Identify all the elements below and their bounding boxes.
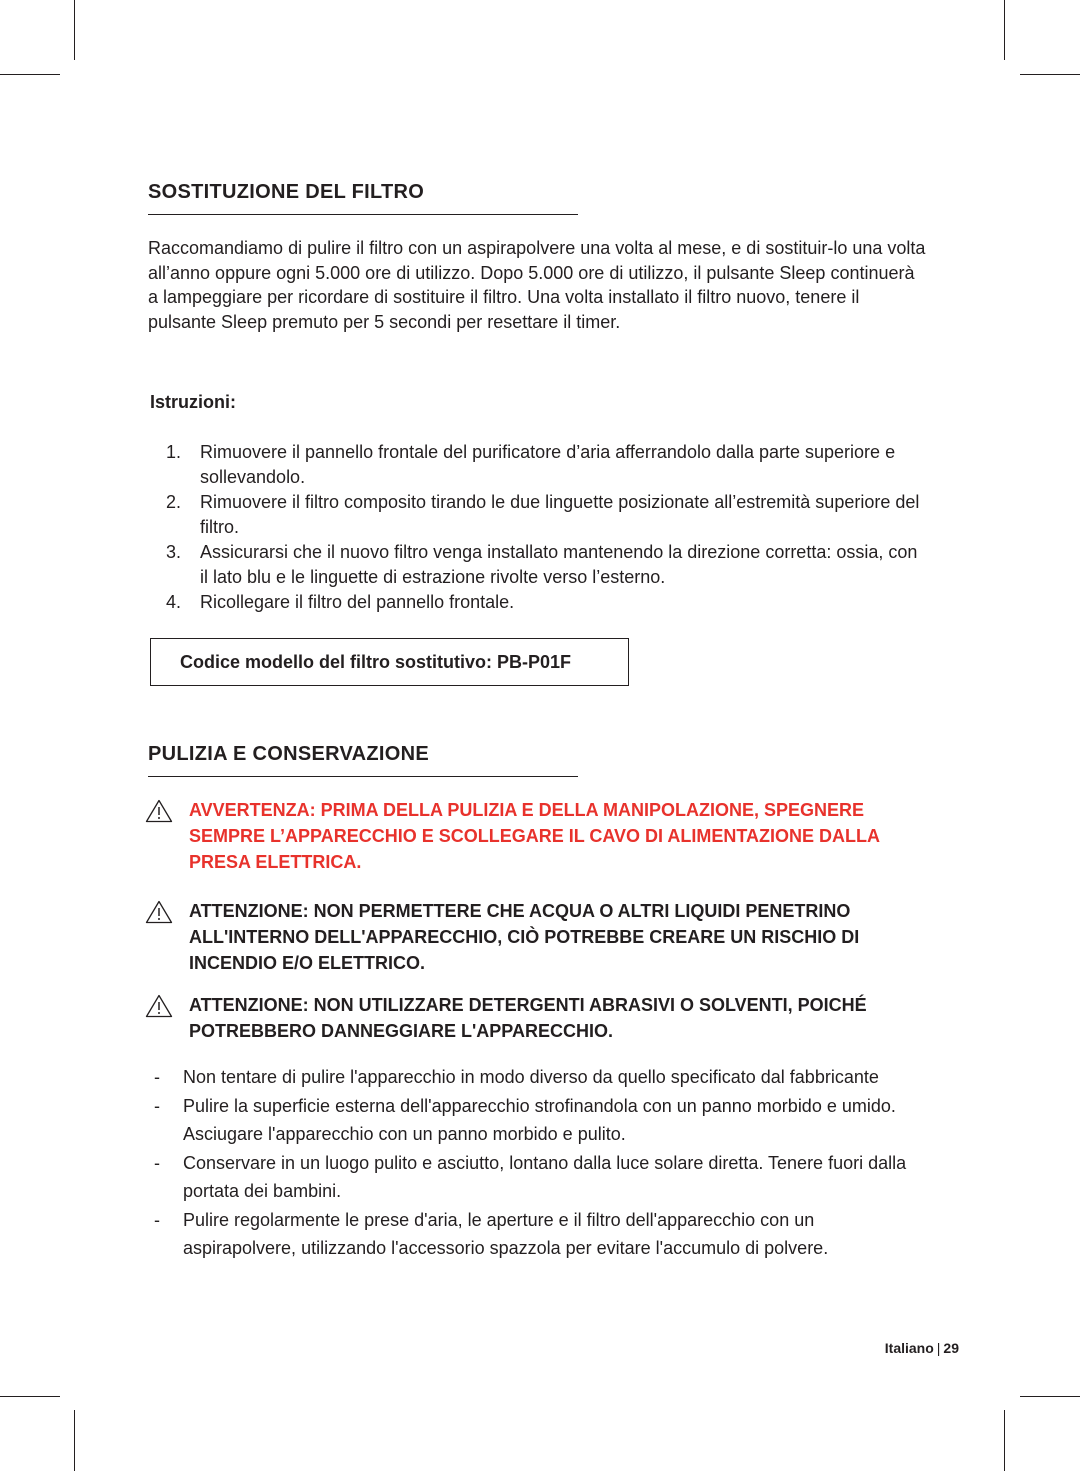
list-item [150, 1149, 930, 1206]
steps-list [160, 440, 920, 616]
replacement-code-box: Codice modello del filtro sostitutivo: PB-P01F [150, 638, 629, 686]
intro-paragraph: Raccomandiamo di pulire il filtro con un aspirapolvere una volta al mese, e di sostituir-lo una volta all’anno oppure ogni 5.000 ore di utilizzo. Dopo 5.000 ore di utilizzo, il pulsante Sleep continuerà a lampeggiare per ricordare di sostituire il filtro. Una volta installato il filtro nuovo, tenere il pulsante Sleep premuto per 5 secondi per resettare il timer. [148, 238, 926, 332]
step-number: 3. [166, 542, 182, 562]
list-dash: - [154, 1067, 160, 1087]
instructions-label: Istruzioni: [150, 392, 236, 412]
step-item [160, 540, 920, 589]
warning-block [145, 797, 925, 875]
step-text: Assicurarsi che il nuovo filtro venga installato mantenendo la direzione corretta: ossia, con il lato blu e le linguette di estrazione rivolte verso l’esterno. [200, 542, 918, 587]
list-dash: - [154, 1209, 160, 1230]
crop-mark [1020, 74, 1080, 75]
list-item [150, 1206, 930, 1263]
section-title-cleaning: PULIZIA E CONSERVAZIONE [148, 743, 578, 777]
crop-mark [74, 0, 75, 60]
warning-triangle-icon [145, 994, 173, 1018]
step-number: 4. [166, 592, 182, 612]
step-number: 2. [166, 492, 182, 512]
warning-triangle-icon [145, 799, 173, 823]
footer-language: Italiano [884, 1340, 934, 1356]
list-item-text: Pulire la superficie esterna dell'apparecchio strofinandola con un panno morbido e umido. Asciugare l'apparecchio con un panno morbido e pulito. [183, 1095, 896, 1144]
caution-text: ATTENZIONE: NON UTILIZZARE DETERGENTI ABRASIVI O SOLVENTI, POICHÉ POTREBBERO DANNEGGIARE L'APPARECCHIO. [189, 995, 867, 1041]
crop-mark [0, 74, 60, 75]
list-item-text: Non tentare di pulire l'apparecchio in modo diverso da quello specificato dal fabbricante [183, 1067, 879, 1087]
step-item [160, 590, 920, 615]
step-text: Rimuovere il pannello frontale del purificatore d’aria afferrandolo dalla parte superiore e sollevandolo. [200, 442, 896, 487]
list-dash: - [154, 1095, 160, 1116]
warning-triangle-icon [145, 900, 173, 924]
footer-separator: | [936, 1340, 941, 1356]
list-item [150, 1092, 930, 1149]
warning-text: AVVERTENZA: PRIMA DELLA PULIZIA E DELLA MANIPOLAZIONE, SPEGNERE SEMPRE L’APPARECCHIO E SCOLLEGARE IL CAVO DI ALIMENTAZIONE DALLA PRESA ELETTRICA. [189, 800, 880, 872]
crop-mark [1020, 1396, 1080, 1397]
crop-mark [74, 1410, 75, 1471]
step-text: Ricollegare il filtro del pannello frontale. [200, 592, 515, 612]
list-dash: - [154, 1152, 160, 1173]
crop-mark [1004, 1410, 1005, 1471]
step-item [160, 490, 920, 539]
list-item-text: Pulire regolarmente le prese d'aria, le aperture e il filtro dell'apparecchio con un aspirapolvere, utilizzando l'accessorio spazzola per evitare l'accumulo di polvere. [183, 1209, 829, 1258]
cleaning-list [150, 1063, 930, 1263]
caution-block [145, 898, 925, 976]
page-number: 29 [943, 1340, 959, 1356]
step-item [160, 440, 920, 489]
section-title-filter: SOSTITUZIONE DEL FILTRO [148, 181, 578, 215]
crop-mark [1004, 0, 1005, 60]
step-text: Rimuovere il filtro composito tirando le due linguette posizionate all’estremità superiore del filtro. [200, 492, 920, 537]
list-item [150, 1063, 930, 1092]
page-footer [885, 1340, 959, 1356]
caution-block [145, 992, 925, 1044]
caution-text: ATTENZIONE: NON PERMETTERE CHE ACQUA O ALTRI LIQUIDI PENETRINO ALL'INTERNO DELL'APPARECCHIO, CIÒ POTREBBE CREARE UN RISCHIO DI INCENDIO E/O ELETTRICO. [189, 901, 860, 973]
crop-mark [0, 1396, 60, 1397]
list-item-text: Conservare in un luogo pulito e asciutto, lontano dalla luce solare diretta. Tenere fuori dalla portata dei bambini. [183, 1152, 907, 1201]
step-number: 1. [166, 442, 182, 462]
